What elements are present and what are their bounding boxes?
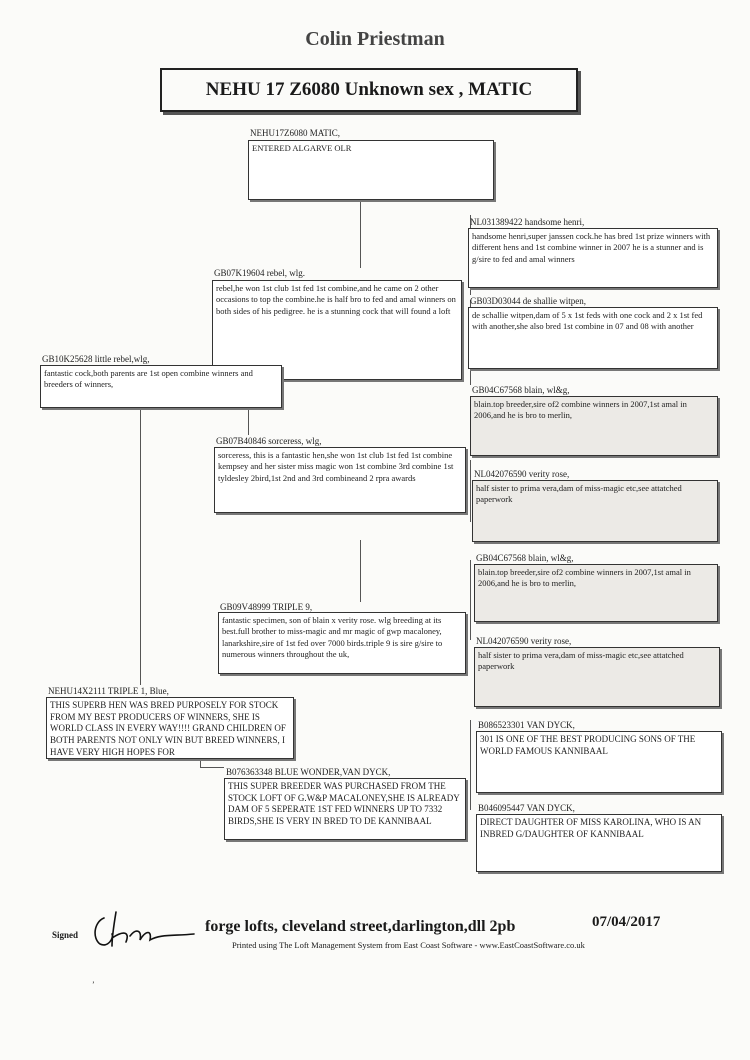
sdd-label: NL042076590 verity rose, xyxy=(474,469,570,479)
connector-line xyxy=(140,395,141,685)
ssd-label: GB03D03044 de shallie witpen, xyxy=(470,296,586,306)
ds-label: NEHU14X2111 TRIPLE 1, Blue, xyxy=(48,686,169,696)
ssd-box xyxy=(468,307,718,369)
sire-label: GB07K19604 rebel, wlg. xyxy=(214,268,305,278)
sd-text: sorceress, this is a fantastic hen,she won 1st club 1st fed 1st combine kempsey and her sister miss magic won 1st combine 3rd combine 1st tyldesley 2bird,1st 2nd and 3rd combineand 2 rpra awards xyxy=(218,450,454,483)
subject-text: ENTERED ALGARVE OLR xyxy=(252,143,352,153)
sd-label: GB07B40846 sorceress, wlg, xyxy=(216,436,322,446)
ddd-label: B046095447 VAN DYCK, xyxy=(478,803,575,813)
dd-label: B076363348 BLUE WONDER,VAN DYCK, xyxy=(226,767,391,777)
ds-text: THIS SUPERB HEN WAS BRED PURPOSELY FOR STOCK FROM MY BEST PRODUCERS OF WINNERS, SHE IS WORLD CLASS IN EVERY WAY!!!! GRAND CHILDREN OF BOTH PARENTS NOT ONLY WIN BUT BREED WINNERS, I HAVE VERY HIGH HOPES FOR xyxy=(50,700,286,757)
ds-box xyxy=(46,697,294,759)
sss-label: NL031389422 handsome henri, xyxy=(470,217,585,227)
ssd-text: de schallie witpen,dam of 5 x 1st feds with one cock and 2 x 1st fed with another,she also bred 1st combine in 07 and 08 with another xyxy=(472,310,703,332)
sds-text: blain.top breeder,sire of2 combine winners in 2007,1st amal in 2006,and he is bro to merlin, xyxy=(474,399,687,421)
connector-line xyxy=(470,720,471,810)
dsd-box xyxy=(474,647,720,707)
connector-line xyxy=(360,200,361,268)
sss-text: handsome henri,super janssen cock.he has bred 1st prize winners with different hens and 1st combine winner in 2007 he is a stunner and is g/sire to fed and amal winners xyxy=(472,231,711,264)
sds-label: GB04C67568 blain, wl&g, xyxy=(472,385,570,395)
ss-label: GB10K25628 little rebel,wlg, xyxy=(42,354,150,364)
loft-address: forge lofts, cleveland street,darlington,dll 2pb xyxy=(205,918,516,935)
printed-by-note: Printed using The Loft Management System from East Coast Software - www.EastCoastSoftware.co.uk xyxy=(232,940,585,950)
connector-line xyxy=(470,460,471,522)
dsd-text: half sister to prima vera,dam of miss-magic etc,see attatched paperwork xyxy=(478,650,684,672)
sss-box xyxy=(468,228,718,288)
dss-box xyxy=(474,564,718,622)
dam-text: fantastic specimen, son of blain x verity rose. wlg breeding at its best.full brother to miss-magic and mr magic of gwp macaloney, lanarkshire,sire of 1st fed over 7000 birds.triple 9 is sire g/sire to numerous winners throughout the uk, xyxy=(222,615,443,660)
print-date: 07/04/2017 xyxy=(592,914,661,930)
subject-label: NEHU17Z6080 MATIC, xyxy=(250,128,340,138)
ddd-text: DIRECT DAUGHTER OF MISS KAROLINA, WHO IS AN INBRED G/DAUGHTER OF KANNIBAAL xyxy=(480,817,702,839)
dss-text: blain.top breeder,sire of2 combine winners in 2007,1st amal in 2006,and he is bro to merlin, xyxy=(478,567,691,589)
sire-text: rebel,he won 1st club 1st fed 1st combine,and he came on 2 other occasions to top the combine.he is half bro to fed and amal winners on both sides of his pedigree. he is a stunning cock that will found a loft xyxy=(216,283,456,316)
sdd-text: half sister to prima vera,dam of miss-magic etc,see attatched paperwork xyxy=(476,483,682,505)
owner-name: Colin Priestman xyxy=(305,28,445,50)
sds-box xyxy=(470,396,718,456)
dds-text: 301 IS ONE OF THE BEST PRODUCING SONS OF THE WORLD FAMOUS KANNIBAAL xyxy=(480,734,696,756)
dds-box xyxy=(476,731,722,793)
dd-box xyxy=(224,778,466,840)
dsd-label: NL042076590 verity rose, xyxy=(476,636,572,646)
pedigree-title: NEHU 17 Z6080 Unknown sex , MATIC xyxy=(160,68,578,112)
signed-label: Signed xyxy=(52,930,79,940)
connector-line xyxy=(360,540,361,602)
sd-box xyxy=(214,447,466,513)
dds-label: B086523301 VAN DYCK, xyxy=(478,720,575,730)
connector-line xyxy=(470,560,471,640)
dam-box xyxy=(218,612,466,674)
ss-box xyxy=(40,365,282,408)
scan-mark: ’ xyxy=(92,980,95,989)
ss-text: fantastic cock,both parents are 1st open combine winners and breeders of winners, xyxy=(44,368,253,390)
connector-line xyxy=(200,767,224,768)
dss-label: GB04C67568 blain, wl&g, xyxy=(476,553,574,563)
ddd-box xyxy=(476,814,722,872)
sdd-box xyxy=(472,480,718,542)
dam-label: GB09V48999 TRIPLE 9, xyxy=(220,602,313,612)
signature-image xyxy=(90,908,200,953)
dd-text: THIS SUPER BREEDER WAS PURCHASED FROM THE STOCK LOFT OF G.W&P MACALONEY,SHE IS ALREADY DAM OF 5 SEPERATE 1ST FED WINNERS UP TO 7332 BIRDS,SHE IS VERY IN BRED TO DE KANNIBAAL xyxy=(228,781,460,827)
subject-box xyxy=(248,140,494,200)
